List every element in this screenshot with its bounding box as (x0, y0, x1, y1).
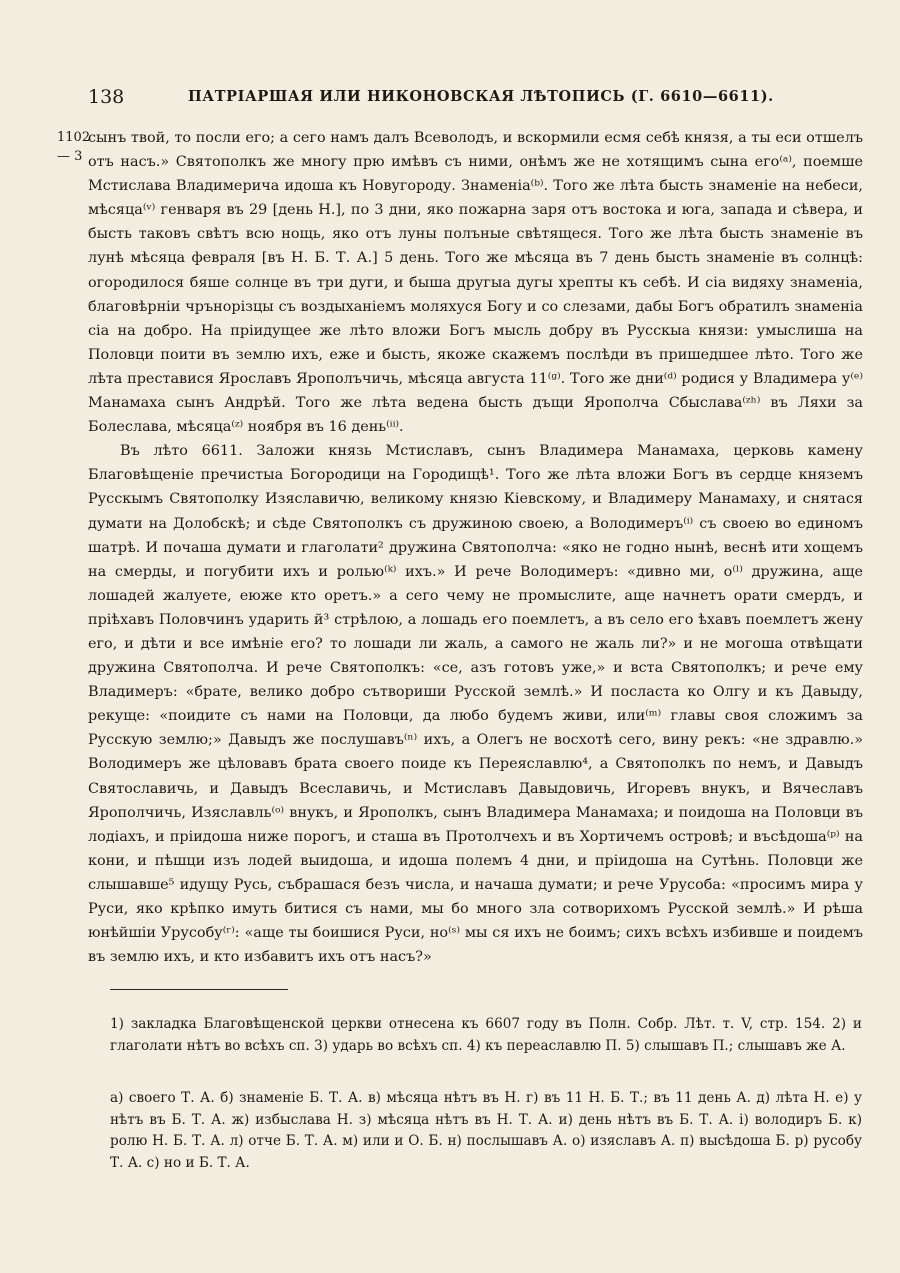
paragraph-1: сынъ твой, то посли его; а сего намъ далъ Всеволодъ, и вскормили есмя себѣ князя, а ты еси отшелъ отъ насъ.» Святополкъ же многу прю имѣвъ съ ними, онѣмъ же не хотящимъ сына его⁽ᵃ⁾, поемше Мстислава Владимерича идоша къ Новугороду. Знаменіа⁽ᵇ⁾. Того же лѣта бысть знаменіе на небеси, мѣсяца⁽ᵛ⁾ генваря въ 29 [день Н.], по 3 дни, яко пожарна заря отъ востока и юга, запада и сѣвера, и бысть таковъ свѣтъ всю нощь, яко отъ луны полъные свѣтящеся. Того же лѣта бысть знаменіе въ лунѣ мѣсяца февраля [въ Н. Б. Т. А.] 5 день. Того же мѣсяца въ 7 день бысть знаменіе въ солнцѣ: огородилося бяше солнце въ три дуги, и быша другыа дугы хрепты къ себѣ. И сіа видяху знаменіа, благовѣрніи чрънорізцы съ воздыханіемъ моляхуся Богу и со слезами, дабы Богъ обратилъ знаменіа сіа на добро. На пріидущее же лѣто вложи Богъ мысль добру въ Русскыа князи: умыслиша на Половци поити въ землю ихъ, еже и бысть, якоже скажемъ послѣди въ пришедшее лѣто. Того же лѣта преставися Ярославъ Ярополъчичь, мѣсяца августа 11⁽ᵍ⁾. Того же дни⁽ᵈ⁾ родися у Владимера у⁽ᵉ⁾ Манамаха сынъ Андрѣй. Того же лѣта ведена бысть дъщи Ярополча Сбыслава⁽ᶻʰ⁾ въ Ляхи за Болеслава, мѣсяца⁽ᶻ⁾ ноября въ 16 день⁽ⁱⁱ⁾. (88, 130, 863, 436)
page-number: 138 (88, 86, 125, 108)
margin-dash-mark: — 3 (57, 149, 83, 164)
running-title: ПАТРІАРШАЯ ИЛИ НИКОНОВСКАЯ ЛѢТОПИСЬ (Г. 6610—6611). (188, 88, 774, 105)
paragraph-2: Въ лѣто 6611. Заложи князь Мстиславъ, сынъ Владимера Манамаха, церковь камену Благовѣщеніе пречистыа Богородици на Городищѣ¹. Того же лѣта вложи Богъ въ сердце княземъ Русскымъ Святополку Изяславичю, великому князю Кіевскому, и Владимеру Манамаху, и снятася думати на Долобскѣ; и сѣде Святополкъ съ дружиною своею, а Володимеръ⁽ⁱ⁾ съ своею во единомъ шатрѣ. И почаша думати и глаголати² дружина Святополча: «яко не годно нынѣ, веснѣ ити хощемъ на смерды, и погубити ихъ и ролью⁽ᵏ⁾ ихъ.» И рече Володимеръ: «дивно ми, о⁽ˡ⁾ дружина, аще лошадей жалуете, еюже кто оретъ.» а сего чему не промыслите, аще начнетъ орати смердъ, и пріѣхавъ Половчинъ ударить й³ стрѣлою, а лошадь его поемлетъ, а въ село его ѣхавъ поемлетъ жену его, и дѣти и все имѣніе его? то лошади ли жаль, а самого не жаль ли?» и не могоша отвѣщати дружина Святополча. И рече Святополкъ: «се, азъ готовъ уже,» и вста Святополкъ; и рече ему Владимеръ: «брате, велико добро сътвориши Русской землѣ.» И посласта ко Олгу и къ Давыду, рекуще: «поидите съ нами на Половци, да любо будемъ живи, или⁽ᵐ⁾ главы своя сложимъ за Русскую землю;» Давыдъ же послушавъ⁽ⁿ⁾ ихъ, а Олегъ не восхотѣ сего, вину рекъ: «не здравлю.» Володимеръ же цѣловавъ брата своего поиде къ Переяславлю⁴, а Святополкъ по немъ, и Давыдъ Святославичь, и Давыдъ Всеславичь, и Мстиславъ Давыдовичь, Игоревъ внукъ, и Вячеславъ Ярополчичь, Изяславль⁽ᵒ⁾ внукъ, и Ярополкъ, сынъ Владимера Манамаха; и поидоша на Половци въ лодіахъ, и пріидоша ниже порогъ, и сташа въ Протолчехъ и въ Хортичемъ островѣ; и въсѣдоша⁽ᵖ⁾ на кони, и пѣшци изъ лодей выидоша, и идоша полемъ 4 дни, и пріидоша на Сутѣнь. Половци же слышавше⁵ идущу Русь, събрашася безъ числа, и начаша думати; и рече Урусоба: «просимъ мира у Руси, яко крѣпко имуть битися съ нами, мы бо много зла сотворихомъ Русской землѣ.» И рѣша юнѣйшіи Урусобу⁽ʳ⁾: «аще ты боишися Руси, но⁽ˢ⁾ мы ся ихъ не боимъ; сихъ всѣхъ избивше и поидемъ въ землю ихъ, и кто избавитъ ихъ отъ насъ?» (88, 443, 863, 966)
footnotes-numeric: 1) закладка Благовѣщенской церкви отнесена къ 6607 году въ Полн. Собр. Лѣт. т. V, стр. 154. 2) и глаголати нѣтъ во всѣхъ сп. 3) ударь во всѣхъ сп. 4) къ переаславлю П. 5) слышавъ П.; слышавъ же А. (110, 1016, 862, 1054)
footnote-divider (110, 989, 288, 990)
footnotes-letters: а) своего Т. А. б) знаменіе Б. Т. А. в) мѣсяца нѣтъ въ Н. г) въ 11 Н. Б. Т.; въ 11 день А. д) лѣта Н. е) у нѣтъ въ Б. Т. А. ж) избыслава Н. з) мѣсяца нѣтъ въ Н. Т. А. и) день нѣтъ въ Б. Т. А. і) володиръ Б. к) ролю Н. Б. Т. А. л) отче Б. Т. А. м) или и О. Б. н) послышавъ А. о) изяславъ А. п) высѣдоша Б. р) русобу Т. А. с) но и Б. Т. А. (110, 1090, 862, 1171)
margin-year: 1102 (57, 130, 91, 145)
main-text (88, 126, 863, 969)
page-header (88, 86, 774, 112)
